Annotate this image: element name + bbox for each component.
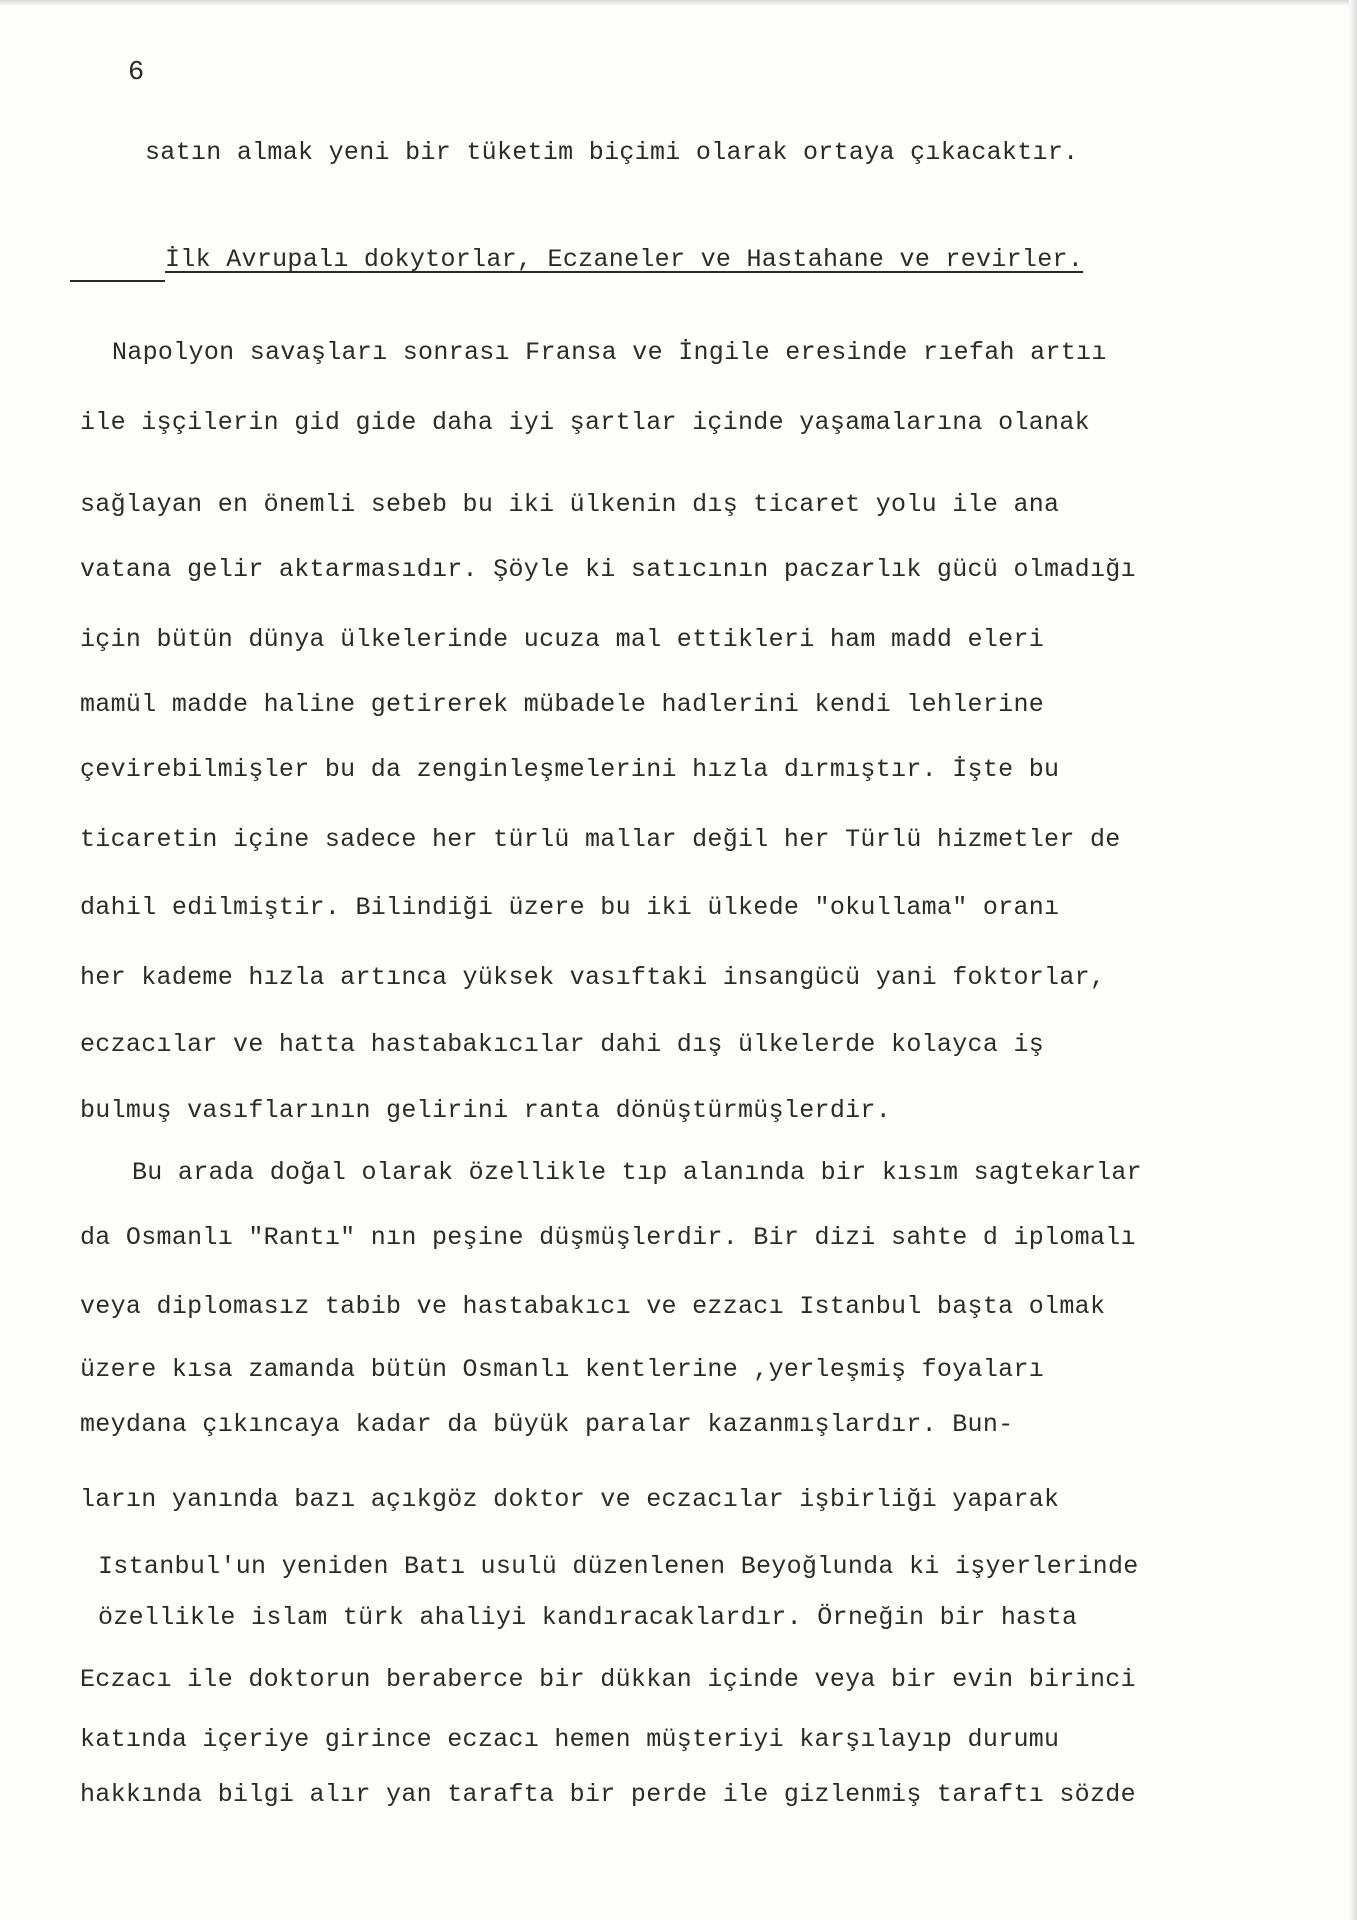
text-line-7: mamül madde haline getirerek mübadele hadlerini kendi lehlerine xyxy=(80,690,1045,719)
text-line-2: Napolyon savaşları sonrası Fransa ve İngile eresinde rıefah artıı xyxy=(112,338,1107,367)
text-line-15: da Osmanlı "Rantı" nın peşine düşmüşlerdir. Bir dizi sahte d iplomalı xyxy=(80,1223,1136,1252)
text-line-22: Eczacı ile doktorun beraberce bir dükkan içinde veya bir evin birinci xyxy=(80,1665,1136,1694)
text-line-17: üzere kısa zamanda bütün Osmanlı kentlerine ,yerleşmiş foyaları xyxy=(80,1355,1045,1384)
text-line-3: ile işçilerin gid gide daha iyi şartlar içinde yaşamalarına olanak xyxy=(80,408,1090,437)
text-line-4: sağlayan en önemli sebeb bu iki ülkenin dış ticaret yolu ile ana xyxy=(80,490,1060,519)
text-line-16: veya diplomasız tabib ve hastabakıcı ve ezzacı Istanbul başta olmak xyxy=(80,1292,1106,1321)
text-line-5: vatana gelir aktarmasıdır. Şöyle ki satıcının paczarlık gücü olmadığı xyxy=(80,555,1136,584)
text-line-23: katında içeriye girince eczacı hemen müşteriyi karşılayıp durumu xyxy=(80,1725,1060,1754)
text-line-9: ticaretin içine sadece her türlü mallar değil her Türlü hizmetler de xyxy=(80,825,1121,854)
text-line-8: çevirebilmişler bu da zenginleşmelerini hızla dırmıştır. İşte bu xyxy=(80,755,1060,784)
text-line-1: satın almak yeni bir tüketim biçimi olarak ortaya çıkacaktır. xyxy=(145,138,1079,167)
heading-underline-lead xyxy=(70,280,165,282)
page-number: 6 xyxy=(128,58,145,88)
text-line-24: hakkında bilgi alır yan tarafta bir perde ile gizlenmiş taraftı sözde xyxy=(80,1780,1136,1809)
text-line-11: her kademe hızla artınca yüksek vasıftaki insangücü yani foktorlar, xyxy=(80,963,1106,992)
text-line-10: dahil edilmiştir. Bilindiği üzere bu iki ülkede "okullama" oranı xyxy=(80,893,1060,922)
text-line-18: meydana çıkıncaya kadar da büyük paralar kazanmışlardır. Bun- xyxy=(80,1410,1014,1439)
text-line-20: Istanbul'un yeniden Batı usulü düzenlenen Beyoğlunda ki işyerlerinde xyxy=(98,1552,1139,1581)
text-line-21: özellikle islam türk ahaliyi kandıracaklardır. Örneğin bir hasta xyxy=(98,1603,1078,1632)
scan-edge-top xyxy=(0,0,1357,6)
text-line-14: Bu arada doğal olarak özellikle tıp alanında bir kısım sagtekarlar xyxy=(132,1158,1142,1187)
text-line-6: için bütün dünya ülkelerinde ucuza mal ettikleri ham madd eleri xyxy=(80,625,1045,654)
scan-edge-right xyxy=(1349,0,1357,1920)
section-heading: İlk Avrupalı dokytorlar, Eczaneler ve Hastahane ve revirler. xyxy=(165,245,1084,274)
text-line-12: eczacılar ve hatta hastabakıcılar dahi dış ülkelerde kolayca iş xyxy=(80,1030,1045,1059)
text-line-13: bulmuş vasıflarının gelirini ranta dönüştürmüşlerdir. xyxy=(80,1096,892,1125)
text-line-19: ların yanında bazı açıkgöz doktor ve eczacılar işbirliği yaparak xyxy=(80,1485,1060,1514)
